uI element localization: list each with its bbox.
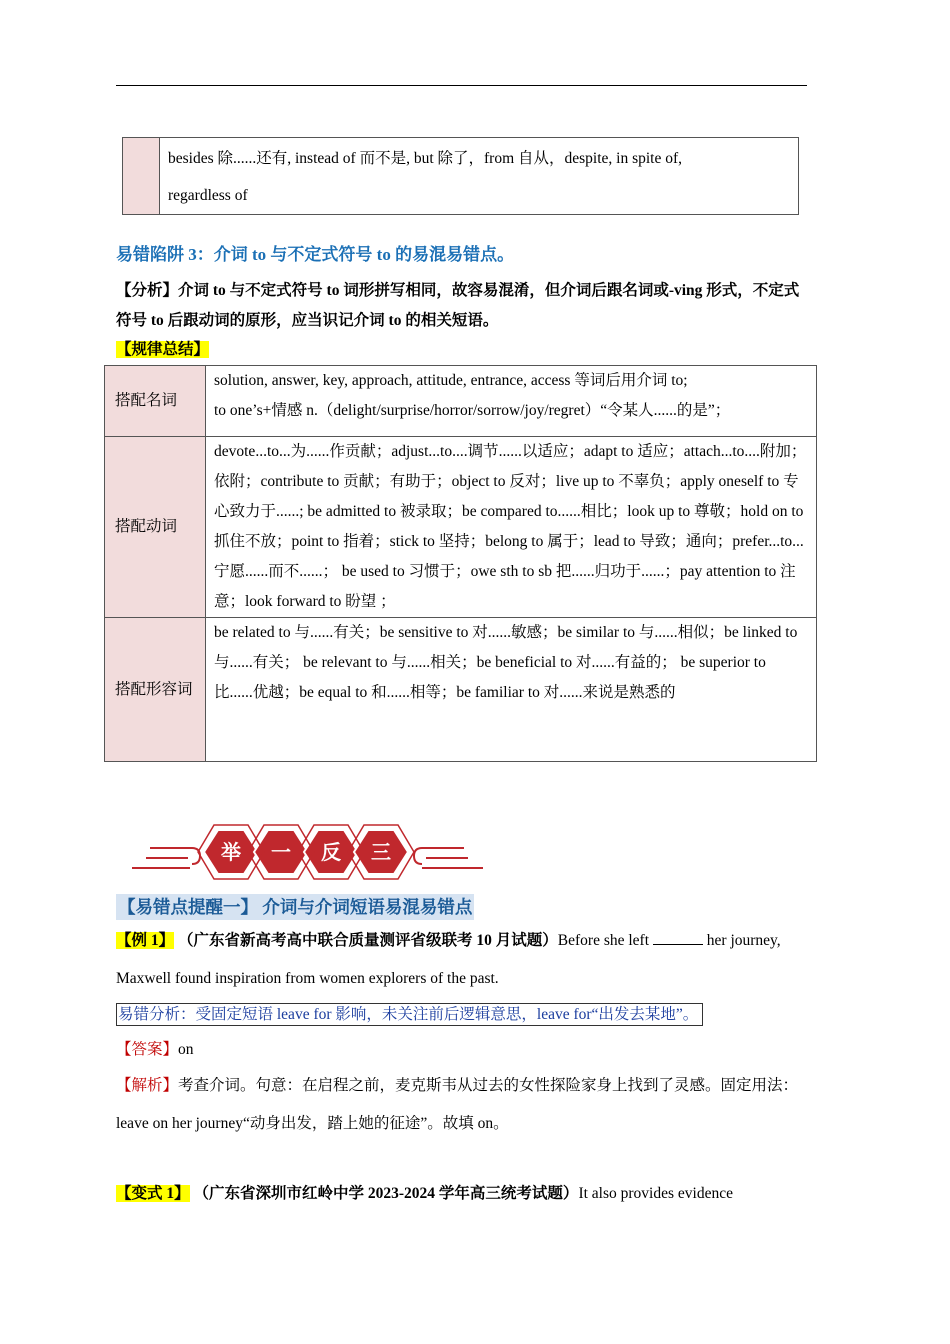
example-text: Before she left [557, 932, 650, 949]
banner-char: 三 [371, 840, 391, 864]
rules-label [116, 337, 209, 359]
variant-1 [116, 1175, 810, 1213]
prepositions-table [122, 137, 799, 215]
trap-analysis: 【分析】介词 to 与不定式符号 to 词形拼写相同，故容易混淆，但介词后跟名词或-ving 形式，不定式符号 to 后跟动词的原形，应当识记介词 to 的相关短语。 [116, 282, 800, 329]
explanation-text: 考查介词。句意：在启程之前，麦克斯韦从过去的女性探险家身上找到了灵感。固定用法：leave on her journey“动身出发，踏上她的征途”。故填 on。 [116, 1077, 799, 1132]
example-text: her journey, Maxwell found inspiration from women explorers of the past. [116, 932, 781, 987]
banner-char: 反 [321, 840, 341, 864]
explanation-label: 【解析】 [116, 1077, 179, 1094]
rules-label-text: 【规律总结】 [116, 341, 210, 358]
example-1 [116, 922, 810, 998]
table-line: besides 除......还有, instead of 而不是, but 除了，from 自从，despite, in spite of, [168, 150, 683, 167]
row-content: be related to 与......有关；be sensitive to 对......敏感；be similar to 与......相似；be linked to 与......有关； be relevant to 与......相关；be beneficial to 对......有益的； be superior to 比......优越；be equal to 和......相等；be familiar to 对......来说是熟悉的 [206, 618, 817, 762]
example-source: （广东省新高考高中联合质量测评省级联考 10 月试题） [178, 932, 558, 949]
row-label: 搭配形容词 [105, 618, 206, 762]
answer-blank [653, 930, 703, 945]
banner-char: 一 [271, 840, 291, 864]
trap-heading: 易错陷阱 3：介词 to 与不定式符号 to 的易混易错点。 [116, 245, 515, 264]
explanation [116, 1067, 810, 1143]
variant-source: （广东省深圳市红岭中学 2023-2024 学年高三统考试题） [193, 1185, 579, 1202]
header-rule [116, 85, 807, 86]
banner-char: 举 [221, 840, 241, 864]
reminder-title: 【易错点提醒一】 介词与介词短语易混易错点 [116, 894, 474, 920]
table-line: regardless of [168, 187, 248, 204]
answer-line [116, 1031, 194, 1069]
row-content: solution, answer, key, approach, attitude, entrance, access 等词后用介词 to; to one’s+情感 n.（delight/surprise/horror/sorrow/joy/regret）“令某人......的是”； [206, 366, 817, 437]
collocation-table [104, 365, 817, 762]
table-content-cell [160, 138, 799, 215]
row-content: devote...to...为......作贡献；adjust...to....调节......以适应；adapt to 适应；attach...to....附加；依附；contribute to 贡献；有助于；object to 反对；live up to 不辜负；apply oneself to 专心致力于......; be admitted to 被录取；be compared to......相比；look up to 尊敬；hold on to 抓住不放；point to 指着；stick to 坚持；belong to 属于；lead to 导致；通向；prefer...to...宁愿......而不......； be used to 习惯于；owe sth to sb 把......归功于......；pay attention to 注意；look forward to 盼望 ； [206, 437, 817, 618]
variant-text: It also provides evidence [578, 1185, 733, 1202]
row-label: 搭配动词 [105, 437, 206, 618]
table-label-cell [123, 138, 160, 215]
example-label: 【例 1】 [116, 932, 175, 949]
answer-value: on [178, 1041, 194, 1058]
answer-label: 【答案】 [116, 1041, 179, 1058]
variant-label: 【变式 1】 [116, 1185, 190, 1202]
row-label: 搭配名词 [105, 366, 206, 437]
error-analysis-box: 易错分析：受固定短语 leave for 影响，未关注前后逻辑意思，leave for“出发去某地”。 [116, 1003, 703, 1026]
banner-decoration [130, 824, 485, 880]
